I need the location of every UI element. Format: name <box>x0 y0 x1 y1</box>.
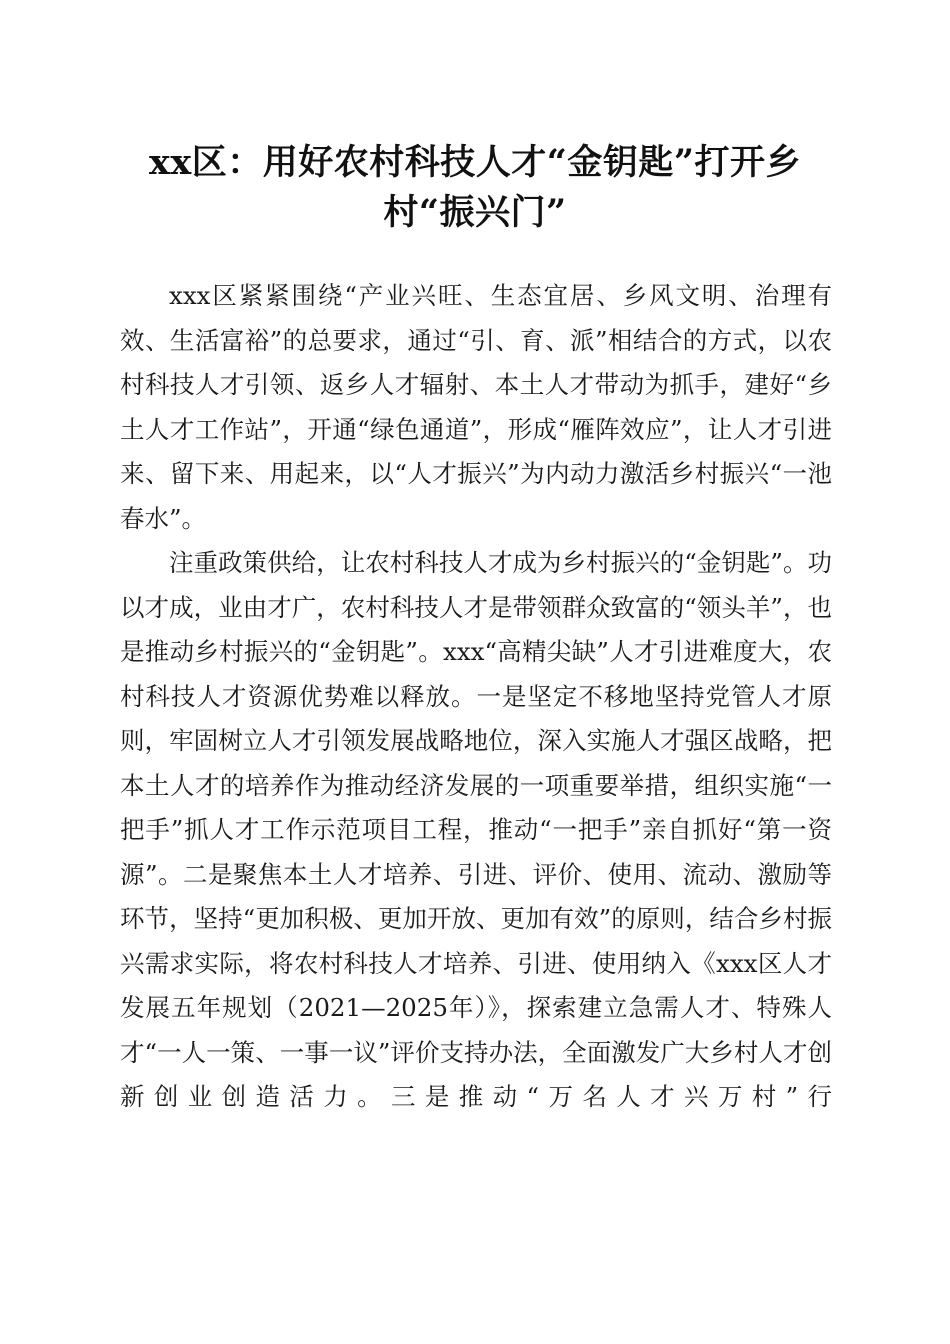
title-line-2: 村“振兴门” <box>383 192 567 233</box>
title-line-1: xx区：用好农村科技人才“金钥匙”打开乡 <box>149 142 801 183</box>
document-body <box>120 274 832 1120</box>
document-title <box>110 138 840 238</box>
paragraph-intro: xxx区紧紧围绕“产业兴旺、生态宜居、乡风文明、治理有效、生活富裕”的总要求，通过“引、育、派”相结合的方式，以农村科技人才引领、返乡人才辐射、本土人才带动为抓手，建好“乡土人才工作站”，开通“绿色通道”，形成“雁阵效应”，让人才引进来、留下来、用起来，以“人才振兴”为内动力激活乡村振兴“一池春水”。 <box>120 281 832 533</box>
paragraph-policy: 注重政策供给，让农村科技人才成为乡村振兴的“金钥匙”。功以才成，业由才广，农村科技人才是带领群众致富的“领头羊”，也是推动乡村振兴的“金钥匙”。xxx“高精尖缺”人才引进难度大，农村科技人才资源优势难以释放。一是坚定不移地坚持党管人才原则，牢固树立人才引领发展战略地位，深入实施人才强区战略，把本土人才的培养作为推动经济发展的一项重要举措，组织实施“一把手”抓人才工作示范项目工程，推动“一把手”亲自抓好“第一资源”。二是聚焦本土人才培养、引进、评价、使用、流动、激励等环节，坚持“更加积极、更加开放、更加有效”的原则，结合乡村振兴需求实际，将农村科技人才培养、引进、使用纳入《xxx区人才发展五年规划（2021—2025年）》，探索建立急需人才、特殊人才“一人一策、一事一议”评价支持办法，全面激发广大乡村人才创新创业创造活力。三是推动“万名人才兴万村”行 <box>120 548 832 1111</box>
